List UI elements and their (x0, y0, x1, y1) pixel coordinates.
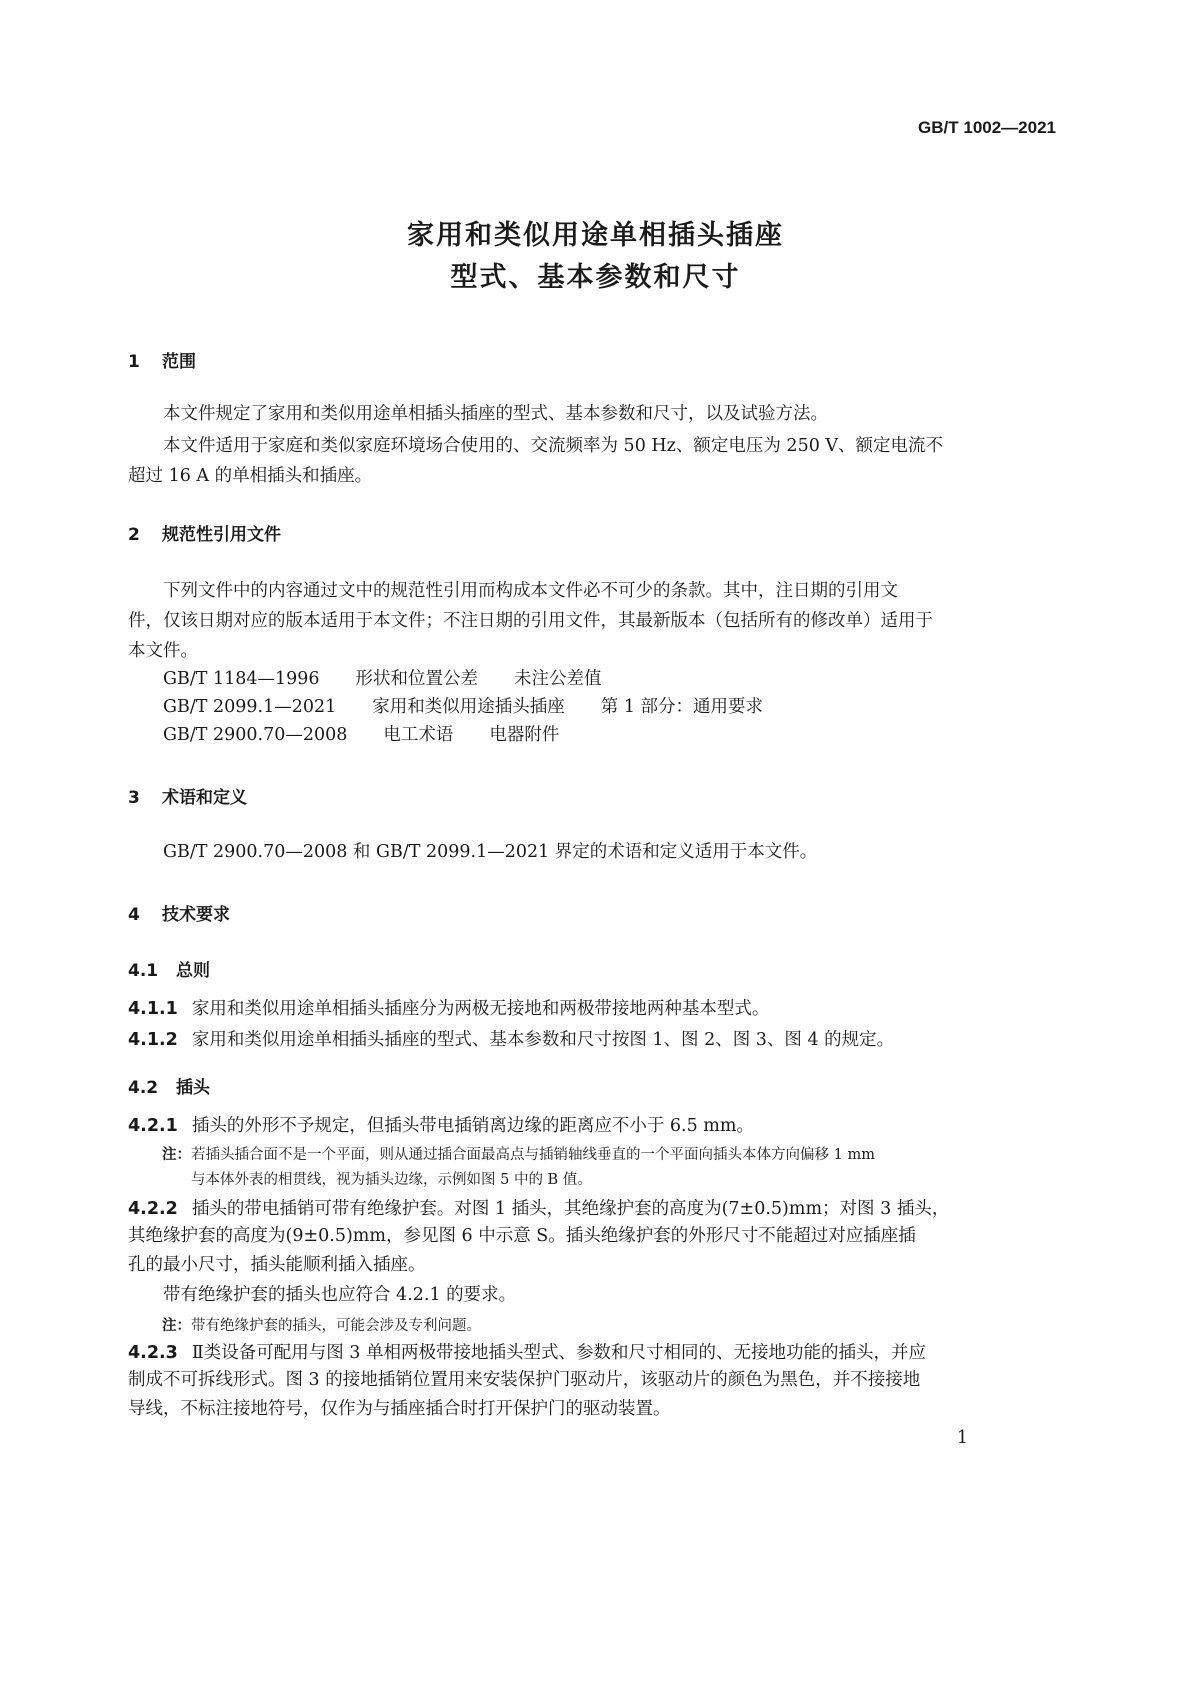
note-label: 注： (162, 1147, 191, 1163)
document-title-line1: 家用和类似用途单相插头插座 (407, 220, 784, 251)
clause-text: 家用和类似用途单相插头插座的型式、基本参数和尺寸按图 1、图 2、图 3、图 4 的规定。 (191, 1030, 895, 1050)
section-number: 4 (128, 905, 140, 925)
note-4-2-2 (162, 1314, 481, 1335)
subsection-number: 4.1 (128, 961, 159, 981)
reference-title-a: 家用和类似用途插头插座 (372, 697, 565, 717)
reference-title-a: 形状和位置公差 (355, 669, 479, 689)
clause-4-2-2-line2: 其绝缘护套的高度为(9±0.5)mm，参见图 6 中示意 S。插头绝缘护套的外形尺寸不能超过对应插座插 (128, 1226, 916, 1246)
reference-title-b: 电器附件 (489, 725, 560, 745)
section-2-heading (128, 520, 281, 545)
note-text: 带有绝缘护套的插头，可能会涉及专利问题。 (191, 1318, 481, 1334)
clause-number: 4.2.2 (128, 1199, 178, 1219)
subsection-4-2-heading (128, 1073, 210, 1098)
section-4-heading (128, 900, 230, 925)
clause-text: 插头的外形不予规定，但插头带电插销离边缘的距离应不小于 6.5 mm。 (191, 1116, 754, 1136)
subsection-title: 总则 (176, 961, 210, 981)
note-label: 注： (162, 1318, 191, 1334)
clause-number: 4.2.3 (128, 1343, 178, 1363)
standard-code: GB/T 1002—2021 (918, 118, 1056, 137)
section-2-paragraph-line2: 件，仅该日期对应的版本适用于本文件；不注日期的引用文件，其最新版本（包括所有的修改单）适用于 (128, 611, 933, 631)
clause-4-1-2 (128, 1026, 894, 1051)
reference-code: GB/T 1184—1996 (163, 669, 320, 689)
reference-title-b: 第 1 部分：通用要求 (600, 697, 764, 717)
clause-4-2-2-line1 (128, 1195, 949, 1220)
subsection-title: 插头 (176, 1078, 210, 1098)
clause-text: 插头的带电插销可带有绝缘护套。对图 1 插头，其绝缘护套的高度为(7±0.5)mm；对图 3 插头， (191, 1199, 950, 1219)
page-number: 1 (956, 1428, 968, 1448)
section-3-paragraph: GB/T 2900.70—2008 和 GB/T 2099.1—2021 界定的术语和定义适用于本文件。 (163, 842, 818, 862)
clause-4-2-3-line3: 导线，不标注接地符号，仅作为与插座插合时打开保护门的驱动装置。 (128, 1399, 671, 1419)
reference-code: GB/T 2900.70—2008 (163, 725, 348, 745)
section-1-paragraph-2-line2: 超过 16 A 的单相插头和插座。 (128, 466, 373, 486)
reference-item (163, 693, 763, 721)
section-title: 范围 (162, 352, 196, 372)
section-number: 3 (128, 788, 140, 808)
document-title-line2: 型式、基本参数和尺寸 (450, 262, 741, 293)
section-title: 规范性引用文件 (162, 525, 281, 545)
note-4-2-1-line1 (162, 1143, 875, 1164)
note-text: 若插头插合面不是一个平面，则从通过插合面最高点与插销轴线垂直的一个平面向插头本体方向偏移 1 mm (191, 1147, 875, 1163)
section-1-paragraph-1: 本文件规定了家用和类似用途单相插头插座的型式、基本参数和尺寸，以及试验方法。 (163, 404, 828, 424)
clause-number: 4.1.2 (128, 1030, 178, 1050)
clause-4-2-1 (128, 1112, 754, 1137)
reference-title-a: 电工术语 (383, 725, 454, 745)
section-3-heading (128, 783, 247, 808)
reference-title-b: 未注公差值 (514, 669, 602, 689)
clause-4-2-2-line3: 孔的最小尺寸，插头能顺利插入插座。 (128, 1255, 426, 1275)
subsection-4-1-heading (128, 956, 210, 981)
clause-number: 4.2.1 (128, 1116, 178, 1136)
section-2-paragraph-line1: 下列文件中的内容通过文中的规范性引用而构成本文件必不可少的条款。其中，注日期的引用文 (163, 581, 898, 601)
section-title: 术语和定义 (162, 788, 247, 808)
clause-4-2-2-paragraph-2: 带有绝缘护套的插头也应符合 4.2.1 的要求。 (163, 1285, 517, 1305)
note-4-2-1-line2: 与本体外表的相贯线，视为插头边缘，示例如图 5 中的 B 值。 (191, 1172, 592, 1188)
subsection-number: 4.2 (128, 1078, 159, 1098)
clause-4-2-3-line1 (128, 1339, 926, 1364)
section-1-paragraph-2-line1: 本文件适用于家庭和类似家庭环境场合使用的、交流频率为 50 Hz、额定电压为 250 V、额定电流不 (163, 436, 944, 456)
clause-4-2-3-line2: 制成不可拆线形式。图 3 的接地插销位置用来安装保护门驱动片，该驱动片的颜色为黑色，并不接接地 (128, 1370, 921, 1390)
reference-code: GB/T 2099.1—2021 (163, 697, 337, 717)
section-2-paragraph-line3: 本文件。 (128, 641, 198, 661)
section-number: 2 (128, 525, 140, 545)
section-1-heading (128, 347, 196, 372)
section-number: 1 (128, 352, 140, 372)
reference-item (163, 665, 602, 693)
clause-4-1-1 (128, 995, 769, 1020)
section-title: 技术要求 (162, 905, 230, 925)
reference-item (163, 721, 559, 749)
clause-number: 4.1.1 (128, 999, 178, 1019)
clause-text: 家用和类似用途单相插头插座分为两极无接地和两极带接地两种基本型式。 (191, 999, 770, 1019)
clause-text: Ⅱ类设备可配用与图 3 单相两极带接地插头型式、参数和尺寸相同的、无接地功能的插头，并应 (191, 1343, 926, 1363)
